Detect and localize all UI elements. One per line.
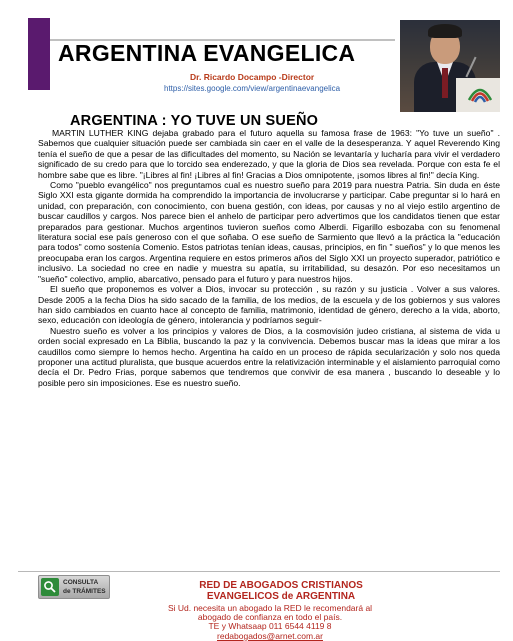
photo-hair <box>428 24 462 38</box>
email-link[interactable]: redabogados@arnet.com.ar <box>217 631 323 641</box>
consulta-tramites-button[interactable] <box>38 575 110 599</box>
article-paragraph: Como "pueblo evangélico" nos preguntamos cual es nuestro sueño para 2019 para nuestra Patria. Sin duda en éste Siglo XXI esta gigante dormida ha comprendido la importancia de involucrarse y participar. Cabe preguntar si lo hará en unidad, con preparación, con conocimiento, con buena gestión, con ideas, por causas y no al viejo estilo argentino de buscar caudillos y cargos. Nos parece bien el anhelo de participar pero advertimos que los candidatos tienen que estar preparados para gestionar. Muchos argentinos tuvieron sueños como Alberdi. Figarillo esbozaba con su fenomenal literatura social ese país generoso con el que soñaba. O ese sueño de Sarmiento que llevó a la práctica la "educación para todos" como sostenía Comenio. Estos patriotas tenían ideas, causas, principios, en fin " sueños" y lo que menos les preocupaba eran los cargos. Argentina requiere en estos primeros años del Siglo XXI un proyecto superador, patriótico e inclusivo. La sociedad no cree en nadie y muestra su apatía, su irritabilidad, su desazón. Por eso necesitamos un "sueño" colectivo, amplio, abarcativo, pensado para el futuro y para nuestros hijos. <box>38 180 500 284</box>
podium-logo-icon <box>466 82 494 106</box>
phone-line: TE y Whatsaap 011 6544 4119 8 <box>208 621 332 631</box>
article-body <box>38 128 500 388</box>
info-line1: Si Ud. necesita un abogado la RED le recomendará al <box>167 603 373 613</box>
header-accent-bar <box>28 18 50 90</box>
article-title: ARGENTINA : YO TUVE UN SUEÑO <box>70 113 319 129</box>
info-line2: abogado de confianza en todo el país. <box>197 612 343 622</box>
photo-tie <box>442 68 448 98</box>
magnifier-icon <box>41 578 59 596</box>
article-paragraph: El sueño que proponemos es volver a Dios, invocar su protección , su razón y su justicia . Volver a sus valores. Desde 2005 a la fecha Dios ha sido sacado de la familia, de los medios, de la escuela y de los gobiernos y sus valores han sido cambiados en cuanto hace al concepto de familia, matrimonio, identidad de género, derecho a la vida, aborto, sexo, educación con ideología de género, intolerancia y podríamos seguir- <box>38 284 500 326</box>
button-label-line1: CONSULTA <box>63 579 99 586</box>
button-label-line2: de TRÁMITES <box>63 588 106 595</box>
director-photo <box>400 20 500 112</box>
footer-divider <box>18 571 500 572</box>
article-paragraph: Nuestro sueño es volver a los principios y valores de Dios, a la cosmovisión judeo cristiana, al sistema de vida u orden social expresado en La Biblia, buscando la paz y la convivencia. Debemos buscar mas la ideas que mirar a los caudillos como siempre lo hemos hecho. Argentina ha caído en un proceso de rápida secularización y solo nos queda proponer una actitud pluralista, que busque acuerdos entre la relativización interminable y el aislamiento parroquial como decía el Dr. Pedro Frias, porque sabemos que tendremos que convivir de esa manera , buscando lo deseable y lo posible pero sin imposiciones. Ese es nuestro sueño. <box>38 325 500 388</box>
site-url-link[interactable]: https://sites.google.com/view/argentinaevangelica <box>164 84 341 93</box>
org-name-line2: EVANGELICOS de ARGENTINA <box>206 591 356 602</box>
org-name-line1: RED DE ABOGADOS CRISTIANOS <box>199 580 363 591</box>
director-credit: Dr. Ricardo Docampo -Director <box>190 72 315 82</box>
newsletter-title: ARGENTINA EVANGELICA <box>58 40 356 66</box>
article-paragraph: MARTIN LUTHER KING dejaba grabado para el futuro aquella su famosa frase de 1963: "Yo tuve un sueño" . Sabemos que cualquier situación puede ser cambiada sin caer en el valle de la desesperanza. Y aquel Reverendo King tenía el sueño de que a pesar de las dificultades del momento, su Nación se levantaría y lucharía para vivir el verdadero significado de su credo para que lo torcido sea enderezado, y que la gloria de Dios sea revelada. Porque con esta fe el hombre sabe que es libre. "¡Libres al fin! ¡Libres al fin! Gracias a Dios omnipotente, ¡somos libres al fin!" decía King. <box>38 128 500 180</box>
